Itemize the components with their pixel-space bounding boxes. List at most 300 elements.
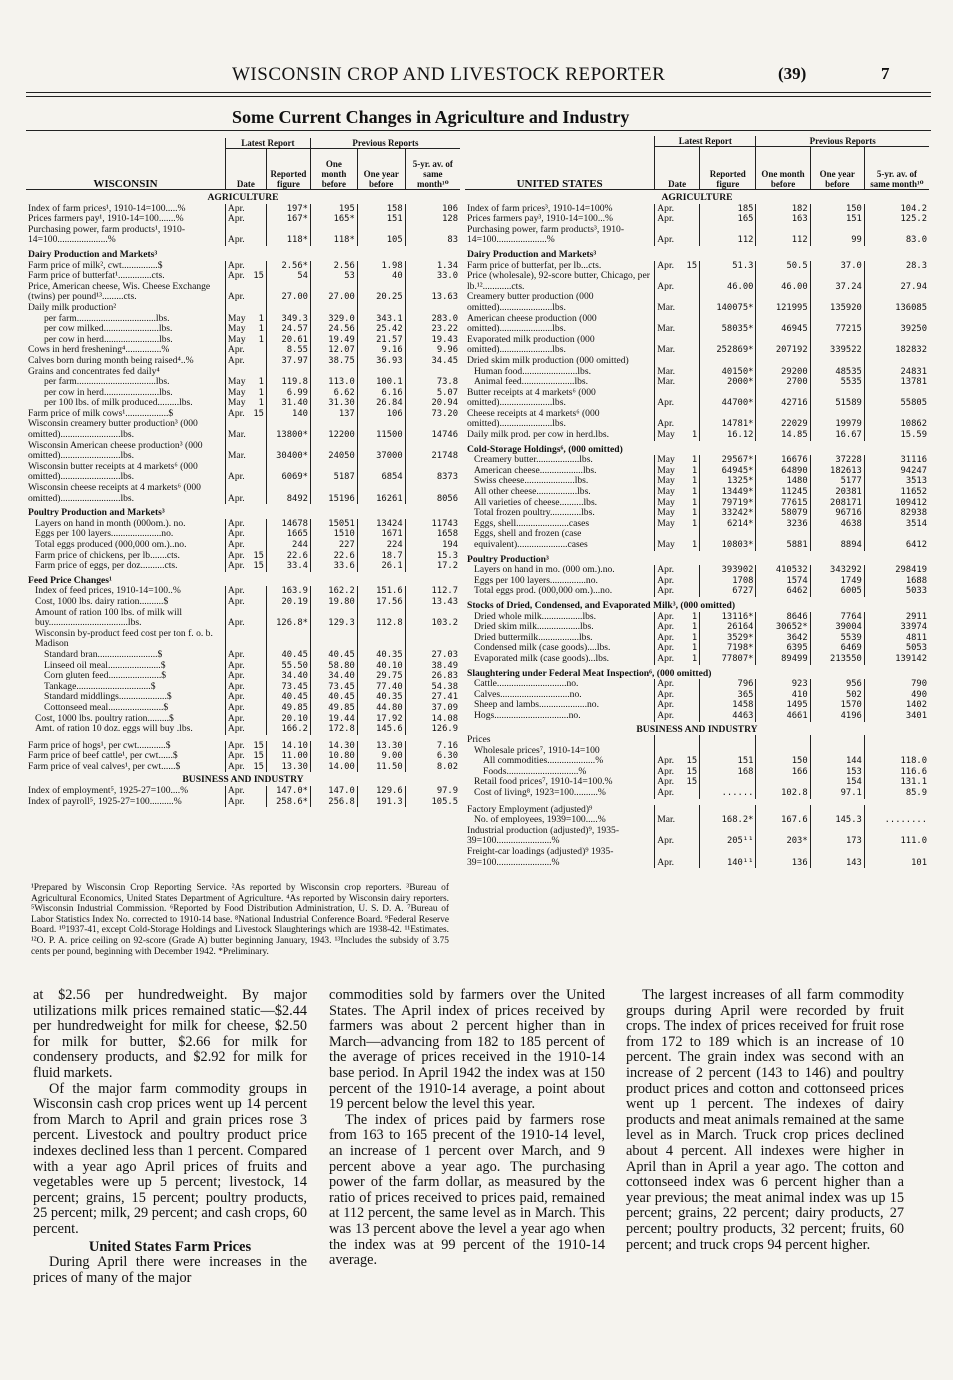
table-row <box>465 597 929 612</box>
text-column-2 <box>329 988 605 1269</box>
date-day <box>251 540 266 551</box>
reported-figure: 40150* <box>700 367 756 378</box>
col1-paragraph-2: Of the major farm commodity groups in Wisconsin cash crop prices went up 14 percent from March to April and grain prices rose 3 percent. Livestock and poultry product price indexes declined less than 1 percent. Compared with a year ago April prices of fruits and vegetables were up 5 percent; livestock, 14 percent; grains, 15 percent; poultry products, 25 percent; milk, 29 percent; and cash crops, 60 percent. <box>33 1080 307 1237</box>
one-month-before: 207192 <box>756 335 810 356</box>
date-month: May <box>225 377 251 388</box>
date-month: Apr. <box>655 261 684 272</box>
row-label: Layers on hand in mo. (000 om.).no. <box>474 564 615 576</box>
date-day <box>251 608 266 629</box>
one-year-before: 224 <box>357 540 405 551</box>
row-label: Farm price of milk², cwt...............$ <box>28 259 163 271</box>
row-label: Calves born during month being raised⁴..% <box>28 354 194 366</box>
row-label: Freight-car loadings (adjusted)⁹ 1935-39=100.......................% <box>467 846 614 868</box>
one-month-before: 14.30 <box>310 741 357 752</box>
date-day <box>251 356 266 367</box>
row-label: Total eggs produced (000,000 om.)..no. <box>35 539 187 550</box>
row-label: Hogs...............................no. <box>474 709 581 721</box>
five-year-average: 55805 <box>864 388 929 409</box>
five-year-average: 17.2 <box>405 561 460 572</box>
date-day <box>684 409 700 430</box>
issue-number: (39) <box>778 64 807 83</box>
date-day <box>684 576 700 587</box>
five-year-average: 28.3 <box>864 261 929 272</box>
one-month-before: 12.07 <box>310 345 357 356</box>
one-month-before: 4661 <box>756 711 810 722</box>
date-month: Apr. <box>655 565 684 576</box>
one-month-before: 19.44 <box>310 714 357 725</box>
date-month <box>655 735 684 746</box>
reported-figure: 1665 <box>266 529 310 540</box>
row-label: Cattle.............................no. <box>474 678 579 690</box>
one-year-before: 25.42 <box>357 324 405 335</box>
date-day <box>684 204 700 215</box>
date-month: Apr. <box>225 551 251 562</box>
date-day <box>251 703 266 714</box>
five-year-average: 38.49 <box>405 661 460 672</box>
five-year-average: 94247 <box>864 466 929 477</box>
date-month: Mar. <box>225 441 251 462</box>
page-number: 7 <box>881 64 890 83</box>
one-year-before: 339522 <box>810 335 864 356</box>
one-year-before: 6.16 <box>357 388 405 399</box>
date-day <box>684 356 700 367</box>
row-label: Daily milk production² <box>28 301 117 313</box>
date-month: Mar. <box>655 815 684 826</box>
text-column-1 <box>33 988 307 1286</box>
reported-figure: 393902 <box>700 565 756 576</box>
one-year-before: 20381 <box>810 487 864 498</box>
five-year-average: 104.2 <box>864 204 929 215</box>
one-month-before: 3236 <box>756 519 810 530</box>
one-year-before: 1.98 <box>357 261 405 272</box>
row-label: Cottonseed meal.......................$ <box>44 701 169 713</box>
one-month-before: 11245 <box>756 487 810 498</box>
table-row <box>465 665 929 680</box>
date-day <box>684 746 700 757</box>
five-year-average: 14.08 <box>405 714 460 725</box>
date-day <box>684 711 700 722</box>
date-month: Apr. <box>655 788 684 799</box>
row-label: Eggs per 100 layers.....................no. <box>35 528 174 540</box>
five-year-average: 103.2 <box>405 608 460 629</box>
one-year-before: 8894 <box>810 529 864 550</box>
row-label: Wisconsin cheese receipts at 4 markets⁶ (000 omitted).........................lbs. <box>28 482 201 504</box>
five-year-average: 34.45 <box>405 356 460 367</box>
five-year-average: 5033 <box>864 586 929 597</box>
one-year-before: 11500 <box>357 419 405 440</box>
one-month-before: 182 <box>756 204 810 215</box>
one-month-before: 923 <box>756 679 810 690</box>
five-year-average: 125.2 <box>864 214 929 225</box>
date-day <box>684 225 700 246</box>
reported-figure: 147.0* <box>266 786 310 797</box>
table-row <box>465 586 929 597</box>
reported-figure <box>700 777 756 788</box>
five-year-average: 26.83 <box>405 671 460 682</box>
row-label: Human food.......................lbs. <box>474 365 591 377</box>
date-day <box>684 690 700 701</box>
date-day <box>251 661 266 672</box>
reported-figure: 14781* <box>700 409 756 430</box>
date-month: Mar. <box>655 377 684 388</box>
reported-figure: 20.61 <box>266 335 310 346</box>
header-rule <box>26 92 931 93</box>
us-one-year-before-header: One year before <box>810 147 864 190</box>
date-month: May <box>655 529 684 550</box>
reported-figure: 167* <box>266 214 310 225</box>
five-year-average: 126.9 <box>405 724 460 735</box>
row-label: Cows in herd freshening⁴...............% <box>28 344 170 356</box>
date-month: Apr. <box>225 797 251 808</box>
row-label: Condensed milk (case goods)....lbs. <box>474 642 611 654</box>
one-year-before: 9.00 <box>357 751 405 762</box>
date-month: Apr. <box>225 282 251 303</box>
row-label: Price, American cheese, Wis. Cheese Exchange (twins) per pound¹³.........cts. <box>28 280 211 303</box>
table-row <box>465 335 929 356</box>
table-row <box>26 797 460 808</box>
date-day <box>684 314 700 335</box>
row-label: All other cheese.................lbs. <box>474 486 591 498</box>
one-year-before: 37228 <box>810 455 864 466</box>
us-farm-prices-heading: United States Farm Prices <box>88 1238 252 1255</box>
us-five-year-average-header: 5-yr. av. of same month¹⁰ <box>864 147 929 190</box>
one-month-before <box>756 746 810 757</box>
row-label: Amount of ration 100 lbs. of milk will buy.................................lbs. <box>35 606 183 629</box>
reported-figure: 796 <box>700 679 756 690</box>
date-day: 1 <box>691 518 698 529</box>
date-month: Apr. <box>655 576 684 587</box>
one-month-before: 27.00 <box>310 282 357 303</box>
date-month: Apr. <box>225 692 251 703</box>
row-label: Farm price of eggs, per doz..........cts. <box>35 560 178 572</box>
table-row <box>26 772 460 786</box>
reported-figure: 3529* <box>700 633 756 644</box>
five-year-average <box>405 367 460 378</box>
one-month-before: 118* <box>310 225 357 246</box>
row-label: All commodities....................% <box>483 755 604 767</box>
group-heading: Poultry Production and Markets³ <box>28 507 165 519</box>
row-label: Sheep and lambs....................no. <box>474 699 599 711</box>
reported-figure: 73.45 <box>266 682 310 693</box>
date-month: Apr. <box>655 643 684 654</box>
table-row <box>465 711 929 722</box>
date-day: 1 <box>258 398 264 409</box>
row-label: Swiss cheese.....................lbs. <box>474 475 589 487</box>
one-year-before <box>810 356 864 367</box>
reported-figure <box>700 356 756 367</box>
one-year-before: 191.3 <box>357 797 405 808</box>
reported-figure: 8.55 <box>266 345 310 356</box>
us-previous-reports-header: Previous Reports <box>756 136 929 147</box>
date-month: Apr. <box>225 529 251 540</box>
one-year-before: 1749 <box>810 576 864 587</box>
five-year-average: 105.5 <box>405 797 460 808</box>
date-month: May <box>655 430 684 441</box>
one-month-before: 1480 <box>756 476 810 487</box>
date-day: 1 <box>691 622 698 633</box>
one-year-before: 48535 <box>810 367 864 378</box>
reported-figure: 31.40 <box>266 398 310 409</box>
date-day <box>251 519 266 530</box>
five-year-average: 19.43 <box>405 335 460 346</box>
date-month: Apr. <box>225 724 251 735</box>
date-day: 1 <box>691 465 698 476</box>
reported-figure: 205¹¹ <box>700 826 756 847</box>
row-label: per farm.................................lbs. <box>44 376 170 388</box>
row-label: Animal feed......................lbs. <box>474 376 589 388</box>
one-month-before: 172.8 <box>310 724 357 735</box>
table-row <box>26 303 460 314</box>
date-month: Apr. <box>225 540 251 551</box>
header-title: WISCONSIN CROP AND LIVESTOCK REPORTER <box>232 64 666 85</box>
table-row <box>465 314 929 335</box>
row-label: Dried skim milk..................lbs. <box>474 621 594 633</box>
reported-figure: 27.00 <box>266 282 310 303</box>
date-month: Apr. <box>655 777 684 788</box>
table-row <box>26 561 460 572</box>
one-year-before <box>357 303 405 314</box>
row-label: Wisconsin creamery butter production³ (000 omitted).........................lbs. <box>28 418 198 441</box>
one-month-before: 24.56 <box>310 324 357 335</box>
one-year-before: 21.57 <box>357 335 405 346</box>
date-day: 1 <box>691 632 698 643</box>
one-month-before: 19.80 <box>310 597 357 608</box>
date-day: 15 <box>253 550 264 561</box>
row-label: Layers on hand in month (000om.). no. <box>35 517 186 529</box>
row-label: Total eggs prod. (000,000 om.)...no. <box>474 585 613 597</box>
one-month-before: 22029 <box>756 409 810 430</box>
reported-figure: 1458 <box>700 700 756 711</box>
one-month-before <box>756 805 810 816</box>
one-month-before: 256.8 <box>310 797 357 808</box>
reported-figure: 29567* <box>700 455 756 466</box>
one-month-before: 8646 <box>756 612 810 623</box>
table-row <box>26 703 460 714</box>
reported-figure: 40.45 <box>266 692 310 703</box>
row-label: Purchasing power, farm products³, 1910-14=100.....................% <box>467 223 625 246</box>
table-row <box>465 292 929 313</box>
date-month: Apr. <box>225 714 251 725</box>
date-month: May <box>655 519 684 530</box>
table-row <box>26 629 460 650</box>
date-month: Apr. <box>655 214 684 225</box>
one-year-before: 40 <box>357 271 405 282</box>
date-day <box>251 419 266 440</box>
five-year-average: 14746 <box>405 419 460 440</box>
one-month-before: 53 <box>310 271 357 282</box>
col2-paragraph-1: commodities sold by farmers over the United States. The April index of prices received by farmers was about 2 percent higher than in March—advancing from 182 to 185 percent of the average of prices received in the 1910-14 base period. In April 1942 the index was at 150 percent of the 1910-14 average, a point about 19 percent below the level this year. <box>329 987 605 1113</box>
reported-figure <box>266 303 310 314</box>
five-year-average: 33974 <box>864 622 929 633</box>
header-rule-2 <box>26 96 931 97</box>
one-year-before: 151 <box>810 214 864 225</box>
row-label: per cow milked.......................lbs. <box>44 323 173 335</box>
reported-figure: 26164 <box>700 622 756 633</box>
row-label: All varieties of cheese..........lbs. <box>474 496 598 508</box>
one-year-before: 145.6 <box>357 724 405 735</box>
five-year-average: 10862 <box>864 409 929 430</box>
reported-figure: 64945* <box>700 466 756 477</box>
five-year-average: 5053 <box>864 643 929 654</box>
date-month: Mar. <box>655 335 684 356</box>
date-day <box>251 367 266 378</box>
one-month-before <box>310 629 357 650</box>
one-month-before: 64890 <box>756 466 810 477</box>
reported-figure: 44700* <box>700 388 756 409</box>
row-label: Farm price of veal calves¹, per cwt......$ <box>28 760 181 772</box>
row-label: Dried whole milk.................lbs. <box>474 610 597 622</box>
reported-figure: 258.6* <box>266 797 310 808</box>
reported-figure <box>700 746 756 757</box>
group-heading: Dairy Production and Markets³ <box>28 248 158 260</box>
reported-figure: 58035* <box>700 314 756 335</box>
date-month: Apr. <box>655 225 684 246</box>
date-month: Mar. <box>655 292 684 313</box>
one-month-before: 195 <box>310 204 357 215</box>
row-label: Retail food prices⁷, 1910-14=100.% <box>474 776 613 788</box>
row-label: Standard middlings....................$ <box>44 691 172 703</box>
one-year-before: 6005 <box>810 586 864 597</box>
one-month-before <box>756 735 810 746</box>
table-row <box>465 441 929 456</box>
one-year-before: 144 <box>810 756 864 767</box>
one-year-before: 5535 <box>810 377 864 388</box>
table-row <box>465 788 929 799</box>
date-day <box>684 292 700 313</box>
five-year-average <box>405 303 460 314</box>
date-day <box>251 261 266 272</box>
one-month-before-header: One month before <box>310 149 357 190</box>
row-label: Cheese receipts at 4 markets⁶ (000 omitted)......................lbs. <box>467 407 600 430</box>
text-column-3 <box>626 988 904 1253</box>
five-year-average: 11652 <box>864 487 929 498</box>
date-day: 15 <box>253 751 264 762</box>
row-label: Linseed oil meal......................$ <box>44 659 166 671</box>
date-month: Apr. <box>225 519 251 530</box>
date-day: 15 <box>253 561 264 572</box>
one-year-before: 18.7 <box>357 551 405 562</box>
one-month-before: 73.45 <box>310 682 357 693</box>
one-month-before: 329.0 <box>310 314 357 325</box>
reported-figure: 34.40 <box>266 671 310 682</box>
reported-figure: 163.9 <box>266 586 310 597</box>
one-month-before: 15196 <box>310 483 357 504</box>
row-label: Wisconsin American cheese production³ (000 omitted).........................lbs. <box>28 439 203 462</box>
date-day <box>251 586 266 597</box>
date-day <box>251 282 266 303</box>
row-label: Eggs per 100 layers...............no. <box>474 574 598 586</box>
one-year-before: 5539 <box>810 633 864 644</box>
row-label: Creamery butter production (000 omitted)......................lbs. <box>467 291 594 313</box>
date-month: Apr. <box>655 271 684 292</box>
one-month-before: 162.2 <box>310 586 357 597</box>
previous-reports-header: Previous Reports <box>310 138 460 149</box>
date-day <box>251 214 266 225</box>
one-year-before: 182613 <box>810 466 864 477</box>
reported-figure: 13449* <box>700 487 756 498</box>
row-label: Cost of living⁸, 1923=100..........% <box>474 787 606 799</box>
one-year-before: 26.84 <box>357 398 405 409</box>
reported-figure: 2.56* <box>266 261 310 272</box>
date-day <box>251 671 266 682</box>
one-month-before: 30652* <box>756 622 810 633</box>
five-year-average: 3514 <box>864 519 929 530</box>
five-year-average <box>864 735 929 746</box>
reported-figure: 197* <box>266 204 310 215</box>
col1-paragraph-3: During April there were increases in the prices of many of the major <box>33 1254 307 1286</box>
date-day: 1 <box>691 653 698 664</box>
five-year-average: 790 <box>864 679 929 690</box>
one-month-before: 5187 <box>310 462 357 483</box>
reported-figure: 24.57 <box>266 324 310 335</box>
reported-figure: 118* <box>266 225 310 246</box>
reported-figure: 349.3 <box>266 314 310 325</box>
reported-figure: 365 <box>700 690 756 701</box>
one-year-before: 44.80 <box>357 703 405 714</box>
date-day <box>251 345 266 356</box>
five-year-average: 37.09 <box>405 703 460 714</box>
one-month-before: 77615 <box>756 498 810 509</box>
date-month: Apr. <box>655 654 684 665</box>
date-day <box>251 786 266 797</box>
one-month-before: 40.45 <box>310 650 357 661</box>
five-year-average: ........ <box>864 815 929 826</box>
one-month-before: 5881 <box>756 529 810 550</box>
reported-figure: 8492 <box>266 483 310 504</box>
five-year-average: 24831 <box>864 367 929 378</box>
five-year-average: 9.96 <box>405 345 460 356</box>
one-month-before: 58079 <box>756 508 810 519</box>
one-year-before: 96716 <box>810 508 864 519</box>
row-label: Index of payroll⁵, 1925-27=100..........% <box>28 795 182 807</box>
one-year-before: 17.92 <box>357 714 405 725</box>
five-year-average: 27.41 <box>405 692 460 703</box>
row-label: Total frozen poultry.............lbs. <box>474 507 595 519</box>
one-year-before: 97.1 <box>810 788 864 799</box>
one-year-before: 153 <box>810 767 864 778</box>
five-year-average: 283.0 <box>405 314 460 325</box>
us-date-header: Date <box>655 147 700 190</box>
latest-report-header: Latest Report <box>225 138 310 149</box>
date-month: Mar. <box>655 367 684 378</box>
reported-figure <box>266 367 310 378</box>
date-month: Apr. <box>225 409 251 420</box>
row-label: Cost, 1000 lbs. dairy ration..........$ <box>35 595 169 607</box>
date-month: Apr. <box>655 679 684 690</box>
date-day <box>684 679 700 690</box>
one-month-before: 147.0 <box>310 786 357 797</box>
one-year-before: 150 <box>810 204 864 215</box>
reported-figure: 13800* <box>266 419 310 440</box>
us-reported-figure-header: Reported figure <box>700 147 756 190</box>
date-day <box>251 714 266 725</box>
date-month: Apr. <box>655 711 684 722</box>
date-month: Apr. <box>225 650 251 661</box>
date-month: Apr. <box>225 483 251 504</box>
reported-figure: 20.10 <box>266 714 310 725</box>
date-month: Apr. <box>225 225 251 246</box>
one-year-before: 213550 <box>810 654 864 665</box>
row-label: Farm price of hogs¹, per cwt............$ <box>28 739 171 751</box>
reported-figure: 126.8* <box>266 608 310 629</box>
table-row <box>465 271 929 292</box>
table-row <box>465 356 929 367</box>
five-year-average: 182832 <box>864 335 929 356</box>
date-day: 15 <box>686 756 698 767</box>
row-label: Wisconsin butter receipts at 4 markets⁶ (000 omitted).........................lbs. <box>28 460 198 483</box>
five-year-average: 3401 <box>864 711 929 722</box>
row-label: Evaporated milk production (000 omitted)......................lbs. <box>467 333 595 356</box>
